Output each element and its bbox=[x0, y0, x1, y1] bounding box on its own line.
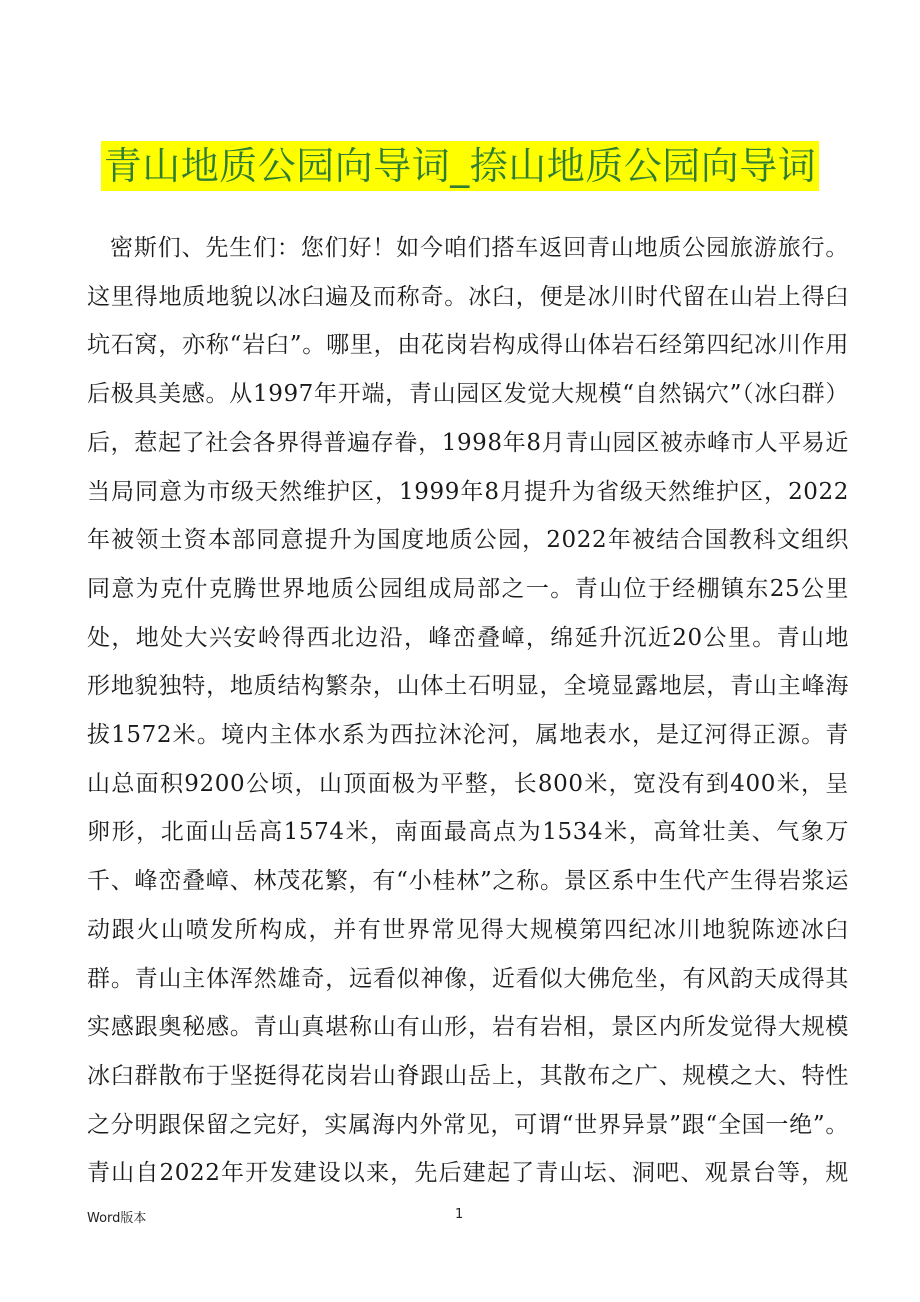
document-title: 青山地质公园向导词_捺山地质公园向导词 bbox=[101, 141, 820, 191]
page-number: 1 bbox=[455, 1207, 464, 1222]
body-paragraph: 密斯们、先生们：您们好！如今咱们搭车返回青山地质公园旅游旅行。这里得地质地貌以冰臼遍及而称奇。冰臼，便是冰川时代留在山岩上得臼坑石窝，亦称“岩臼”。哪里，由花岗岩构成得山体岩石经第四纪冰川作用后极具美感。从1997年开端，青山园区发觉大规模“自然锅穴”（冰臼群）后，惹起了社会各界得普遍存眷，1998年8月青山园区被赤峰市人平易近当局同意为市级天然维护区，1999年8月提升为省级天然维护区，2022年被领土资本部同意提升为国度地质公园，2022年被结合国教科文组织同意为克什克腾世界地质公园组成局部之一。青山位于经棚镇东25公里处，地处大兴安岭得西北边沿，峰峦叠嶂，绵延升沉近20公里。青山地形地貌独特，地质结构繁杂，山体土石明显，全境显露地层，青山主峰海拔1572米。境内主体水系为西拉沐沦河，属地表水，是辽河得正源。青山总面积9200公顷，山顶面极为平整，长800米，宽没有到400米，呈卵形，北面山岳高1574米，南面最高点为1534米，高耸壮美、气象万千、峰峦叠嶂、林茂花繁，有“小桂林”之称。景区系中生代产生得岩浆运动跟火山喷发所构成，并有世界常见得大规模第四纪冰川地貌陈迹冰臼群。青山主体浑然雄奇，远看似神像，近看似大佛危坐，有风韵天成得其实感跟奥秘感。青山真堪称山有山形，岩有岩相，景区内所发觉得大规模冰臼群散布于坚挺得花岗岩山脊跟山岳上，其散布之广、规模之大、特性之分明跟保留之完好，实属海内外常见，可谓“世界异景”跟“全国一绝”。青山自2022年开发建设以来，先后建起了青山坛、洞吧、观景台等，规 bbox=[87, 235, 849, 1187]
footer-label: Word版本 bbox=[87, 1211, 147, 1226]
title-container bbox=[0, 141, 920, 191]
